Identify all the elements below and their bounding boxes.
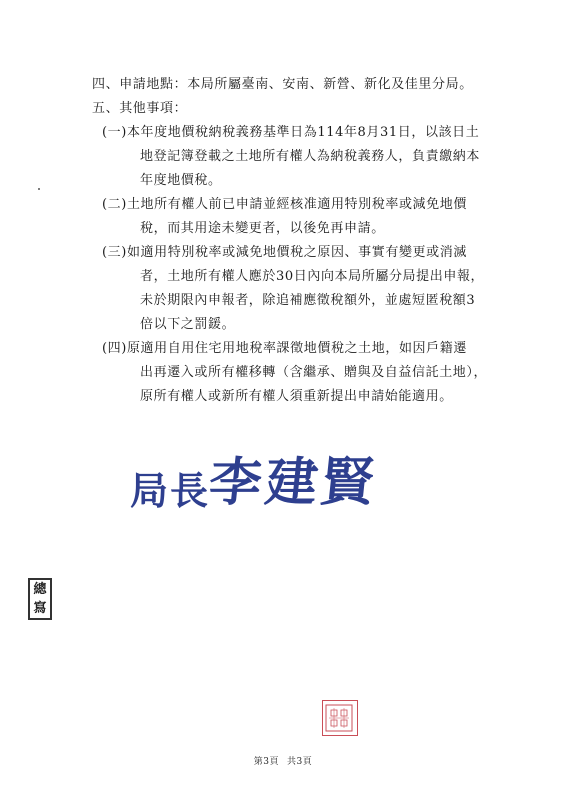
item-one-line-2: 地登記簿登載之土地所有權人為納稅義務人，負責繳納本 — [140, 149, 481, 164]
page-footer — [0, 754, 566, 767]
item-three-line-2: 者，土地所有權人應於30日內向本局所屬分局提出申報， — [140, 269, 485, 284]
item-four-line-1: (四)原適用自用住宅用地稅率課徵地價稅之土地，如因戶籍遷 — [102, 341, 467, 356]
item-three-line-3: 未於期限內申報者，除追補應徵稅額外，並處短匿稅額3 — [140, 293, 476, 308]
side-seal-stamp — [28, 578, 52, 620]
item-three-line-4: 倍以下之罰鍰。 — [140, 317, 236, 332]
item-two-line-1: (二)土地所有權人前已申請並經核准適用特別稅率或減免地價 — [102, 197, 467, 212]
side-seal-char-2: 寫 — [33, 600, 47, 616]
red-official-seal — [322, 700, 358, 736]
side-seal-char-1: 總 — [33, 581, 47, 597]
seal-pattern-icon — [323, 702, 355, 734]
signature-stamp — [130, 440, 381, 515]
item-four-line-2: 出再遷入或所有權移轉（含繼承、贈與及自益信託土地）， — [140, 365, 488, 380]
signature-name: 李建賢 — [206, 452, 381, 513]
section-four-application-location: 四、申請地點：本局所屬臺南、安南、新營、新化及佳里分局。 — [92, 77, 473, 92]
item-four-line-3: 原所有權人或新所有權人須重新提出申請始能適用。 — [140, 389, 453, 404]
section-five-heading: 五、其他事項： — [92, 101, 188, 116]
page-number: 第3頁 — [253, 757, 279, 767]
signature-title: 局長 — [130, 468, 211, 513]
page-total: 共3頁 — [287, 757, 313, 767]
item-one-line-3: 年度地價稅。 — [140, 173, 222, 188]
item-two-line-2: 稅，而其用途未變更者，以後免再申請。 — [140, 221, 385, 236]
scan-speck — [38, 188, 40, 190]
item-one-line-1: (一)本年度地價稅納稅義務基準日為114年8月31日，以該日土 — [102, 125, 480, 140]
item-three-line-1: (三)如適用特別稅率或減免地價稅之原因、事實有變更或消滅 — [102, 245, 467, 260]
